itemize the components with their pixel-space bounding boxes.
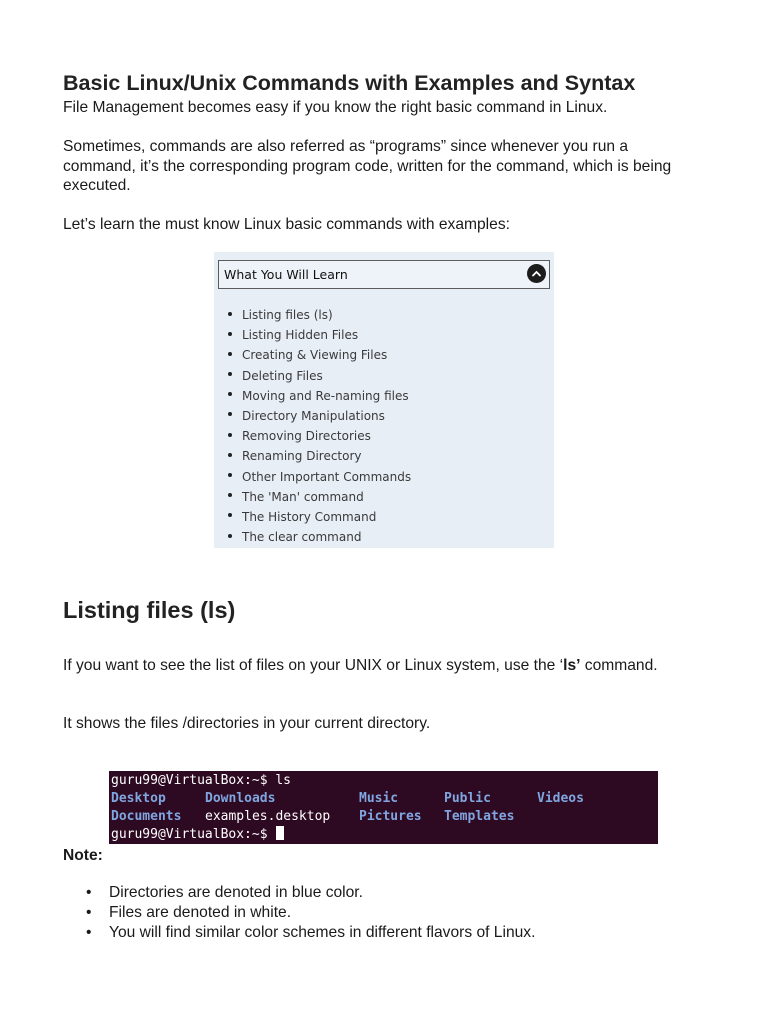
toc-item[interactable]: Other Important Commands bbox=[228, 467, 411, 487]
toc-item[interactable]: The clear command bbox=[228, 527, 411, 547]
toc-item[interactable]: Renaming Directory bbox=[228, 446, 411, 466]
dir-entry: Downloads bbox=[205, 791, 276, 806]
toc-item[interactable]: Moving and Re-naming files bbox=[228, 386, 411, 406]
chevron-up-icon[interactable] bbox=[527, 264, 546, 283]
terminal-screenshot bbox=[109, 771, 658, 844]
toc-item[interactable]: Directory Manipulations bbox=[228, 406, 411, 426]
toc-item[interactable]: Creating & Viewing Files bbox=[228, 345, 411, 365]
ls-command: ls’ bbox=[563, 657, 581, 674]
page-title: Basic Linux/Unix Commands with Examples and Syntax bbox=[63, 71, 636, 95]
terminal-prompt: guru99@VirtualBox:~$ ls bbox=[111, 773, 292, 788]
note-item: • Directories are denoted in blue color. bbox=[86, 883, 535, 903]
learn-paragraph: Let’s learn the must know Linux basic commands with examples: bbox=[63, 216, 510, 233]
ls-text-after: command. bbox=[580, 657, 658, 674]
file-entry: examples.desktop bbox=[205, 809, 331, 824]
ls-text-before: If you want to see the list of files on your UNIX or Linux system, use the ‘ bbox=[63, 657, 564, 674]
toc-title: What You Will Learn bbox=[224, 267, 348, 282]
ls-description: It shows the files /directories in your current directory. bbox=[63, 715, 431, 732]
intro-paragraph: File Management becomes easy if you know the right basic command in Linux. bbox=[63, 99, 608, 116]
toc-item[interactable]: Removing Directories bbox=[228, 426, 411, 446]
note-label: Note: bbox=[63, 847, 103, 864]
dir-entry: Public bbox=[444, 791, 491, 806]
toc-item[interactable]: Listing files (ls) bbox=[228, 305, 411, 325]
dir-entry: Pictures bbox=[359, 809, 422, 824]
dir-entry: Desktop bbox=[111, 791, 166, 806]
note-item: • Files are denoted in white. bbox=[86, 903, 535, 923]
terminal-prompt-2: guru99@VirtualBox:~$ bbox=[111, 827, 276, 842]
dir-entry: Templates bbox=[444, 809, 515, 824]
table-of-contents bbox=[214, 252, 554, 548]
note-item: • You will find similar color schemes in different flavors of Linux. bbox=[86, 923, 535, 943]
section-title: Listing files (ls) bbox=[63, 597, 236, 623]
dir-entry: Music bbox=[359, 791, 399, 806]
toc-list bbox=[214, 305, 411, 547]
toc-item[interactable]: Listing Hidden Files bbox=[228, 325, 411, 345]
toc-item[interactable]: Deleting Files bbox=[228, 366, 411, 386]
ls-paragraph bbox=[63, 656, 703, 676]
dir-entry: Videos bbox=[537, 791, 584, 806]
toc-item[interactable]: The 'Man' command bbox=[228, 487, 411, 507]
terminal-cursor bbox=[276, 826, 284, 840]
note-list bbox=[86, 883, 535, 944]
toc-item[interactable]: The History Command bbox=[228, 507, 411, 527]
terminal-prompt-line bbox=[111, 826, 284, 844]
toc-header[interactable] bbox=[218, 260, 550, 289]
dir-entry: Documents bbox=[111, 809, 182, 824]
programs-paragraph: Sometimes, commands are also referred as “programs” since whenever you run a command, it’s the corresponding program code, written for the command, which is being executed. bbox=[63, 138, 672, 194]
